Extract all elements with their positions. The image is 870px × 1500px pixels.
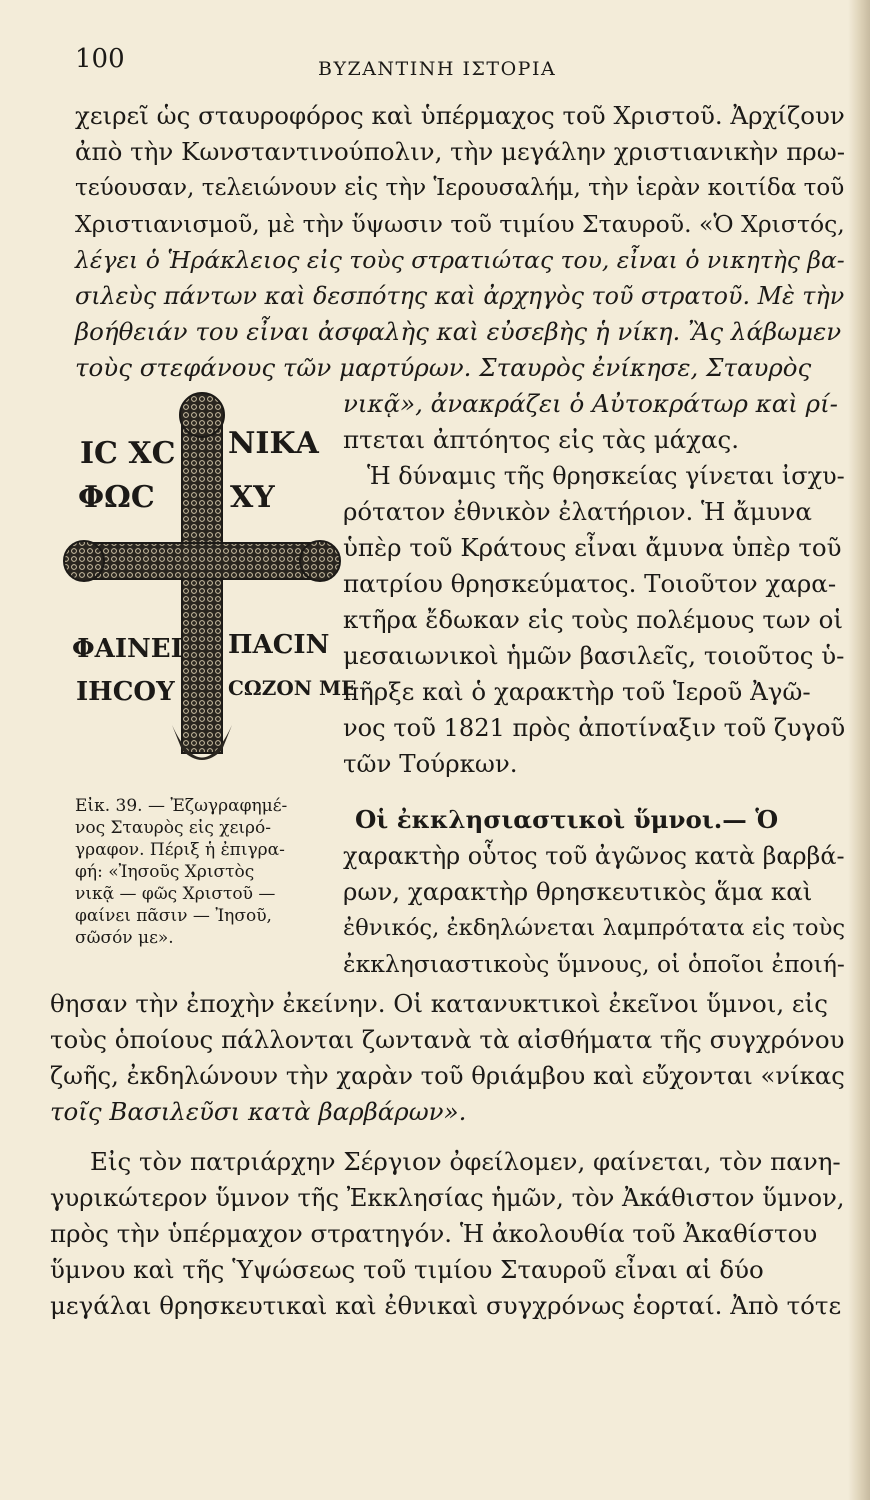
text-line: ζωῆς, ἐκδηλώνουν τὴν χαρὰν τοῦ θριάμβου καὶ εὔχονται «νίκας <box>50 1061 845 1090</box>
section-heading: Οἱ ἐκκλησιαστικοὶ ὕμνοι.— Ὁ <box>355 805 779 834</box>
running-head: ΒΥΖΑΝΤΙΝΗ ΙΣΤΟΡΙΑ <box>318 58 557 80</box>
cross-label: ΠΑCΙΝ <box>228 630 330 660</box>
text-line: θησαν τὴν ἐποχὴν ἐκείνην. Οἱ κατανυκτικοὶ ἐκεῖνοι ὕμνοι, εἰς <box>50 989 828 1018</box>
text-line: ἐθνικός, ἐκδηλώνεται λαμπρότατα εἰς τοὺς <box>343 915 846 941</box>
text-line: κτῆρα ἔδωκαν εἰς τοὺς πολέμους των οἱ <box>343 605 843 634</box>
text-line: νος τοῦ 1821 πρὸς ἀποτίναξιν τοῦ ζυγοῦ <box>343 714 846 742</box>
text-line: μεσαιωνικοὶ ἡμῶν βασιλεῖς, τοιοῦτος ὑ- <box>343 641 845 670</box>
caption-line: σῶσόν με». <box>75 928 174 948</box>
text-line: ἐκκλησιαστικοὺς ὕμνους, οἱ ὁποῖοι ἐποιή- <box>343 950 845 978</box>
text-line: ὑπὲρ τοῦ Κράτους εἶναι ἄμυνα ὑπὲρ τοῦ <box>343 533 842 562</box>
text-line: τοὺς στεφάνους τῶν μαρτύρων. Σταυρὸς ἐνίκησε, Σταυρὸς <box>75 353 812 382</box>
text-line: τοῖς Βασιλεῦσι κατὰ βαρβάρων». <box>50 1097 467 1126</box>
text-line: Εἰς τὸν πατριάρχην Σέργιον ὀφείλομεν, φαίνεται, τὸν πανη- <box>90 1147 841 1176</box>
text-line: νικᾷ», ἀνακράζει ὁ Αὐτοκράτωρ καὶ ρί- <box>343 389 838 418</box>
text-line: λέγει ὁ Ἡράκλειος εἰς τοὺς στρατιώτας του, εἶναι ὁ νικητὴς βα- <box>75 246 845 274</box>
text-line: πῆρξε καὶ ὁ χαρακτὴρ τοῦ Ἱεροῦ Ἀγῶ- <box>343 677 811 706</box>
cross-label: ΦΑΙΝΕΙ <box>72 634 183 664</box>
cross-label: ΙC ΧC <box>80 436 176 471</box>
figure-caption <box>75 795 345 949</box>
text-line: πατρίου θρησκεύματος. Τοιοῦτον χαρα- <box>343 569 837 598</box>
text-line: βοήθειάν του εἶναι ἀσφαλὴς καὶ εὐσεβὴς ἡ νίκη. Ἂς λάβωμεν <box>75 317 842 346</box>
text-line: ὕμνου καὶ τῆς Ὑψώσεως τοῦ τιμίου Σταυροῦ εἶναι αἱ δύο <box>50 1255 764 1284</box>
text-line: Χριστιανισμοῦ, μὲ τὴν ὕψωσιν τοῦ τιμίου Σταυροῦ. «Ὁ Χριστός, <box>75 210 845 238</box>
caption-line: φή: «Ἰησοῦς Χριστὸς <box>75 862 255 882</box>
cross-label: ΦΩC <box>78 480 155 515</box>
text-line: ρων, χαρακτὴρ θρησκευτικὸς ἅμα καὶ <box>343 877 813 906</box>
text-line: χειρεῖ ὡς σταυροφόρος καὶ ὑπέρμαχος τοῦ Χριστοῦ. Ἀρχίζουν <box>75 101 845 130</box>
caption-line: φαίνει πᾶσιν — Ἰησοῦ, <box>75 906 272 926</box>
cross-illustration <box>70 395 357 780</box>
text-line: πτεται ἀπτόητος εἰς τὰς μάχας. <box>343 425 740 454</box>
text-line: γυρικώτερον ὕμνον τῆς Ἐκκλησίας ἡμῶν, τὸν Ἀκάθιστον ὕμνον, <box>50 1183 845 1212</box>
text-line: μεγάλαι θρησκευτικαὶ καὶ ἐθνικαὶ συγχρόνως ἑορταί. Ἀπὸ τότε <box>50 1291 842 1320</box>
text-line: τεύουσαν, τελειώνουν εἰς τὴν Ἱερουσαλήμ, τὴν ἱερὰν κοιτίδα τοῦ <box>75 175 845 201</box>
text-line: ἀπὸ τὴν Κωνσταντινούπολιν, τὴν μεγάλην χριστιανικὴν πρω- <box>75 137 845 166</box>
cross-label: ΧΥ <box>230 480 275 515</box>
cross-icon <box>70 395 357 780</box>
cross-label: ΝΙΚΑ <box>228 426 319 461</box>
text-line: σιλεὺς πάντων καὶ δεσπότης καὶ ἀρχηγὸς τοῦ στρατοῦ. Μὲ τὴν <box>75 282 845 310</box>
cross-label: CΩΖΟΝ ΜΕ <box>228 676 357 700</box>
text-line: πρὸς τὴν ὑπέρμαχον στρατηγόν. Ἡ ἀκολουθία τοῦ Ἀκαθίστου <box>50 1219 818 1248</box>
caption-line: γραφον. Πέριξ ἡ ἐπιγρα- <box>75 840 285 860</box>
text-line: τῶν Τούρκων. <box>343 749 518 778</box>
caption-line: Εἰκ. 39. — Ἐζωγραφημέ- <box>75 796 288 816</box>
text-line: χαρακτὴρ οὗτος τοῦ ἀγῶνος κατὰ βαρβά- <box>343 842 845 870</box>
caption-line: νος Σταυρὸς εἰς χειρό- <box>75 818 272 838</box>
caption-line: νικᾷ — φῶς Χριστοῦ — <box>75 884 276 904</box>
page-number: 100 <box>75 44 125 74</box>
text-line: τοὺς ὁποίους πάλλονται ζωντανὰ τὰ αἰσθήματα τῆς συγχρόνου <box>50 1025 845 1054</box>
text-line: Ἡ δύναμις τῆς θρησκείας γίνεται ἰσχυ- <box>367 462 845 490</box>
cross-label: ΙΗCΟΥ <box>76 677 175 707</box>
text-line: ρότατον ἐθνικὸν ἐλατήριον. Ἡ ἄμυνα <box>343 497 812 526</box>
page-edge <box>848 0 870 1500</box>
